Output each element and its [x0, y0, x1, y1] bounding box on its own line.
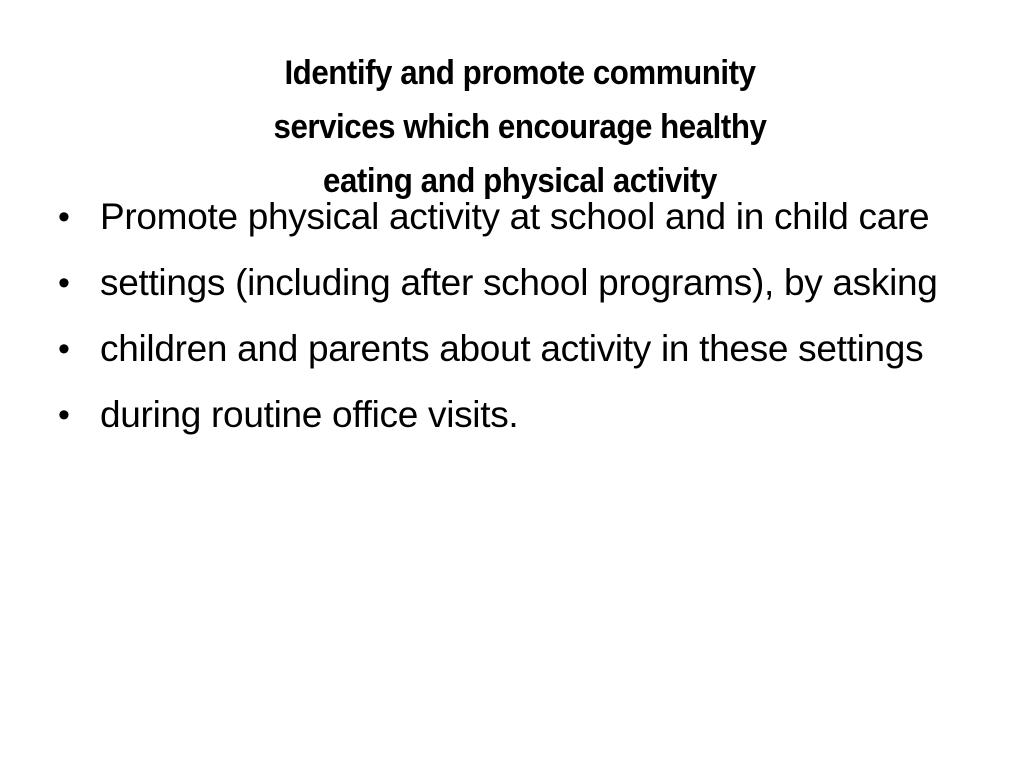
bullet-text: settings (including after school programs), by asking	[100, 262, 938, 303]
bullet-icon: •	[58, 264, 70, 302]
bullet-list	[56, 190, 986, 454]
bullet-icon: •	[58, 198, 70, 236]
slide-title	[191, 46, 850, 208]
title-line: services which encourage healthy	[273, 108, 767, 146]
bullet-text: Promote physical activity at school and in child care	[100, 196, 930, 237]
bullet-item	[56, 388, 986, 442]
title-line: eating and physical activity	[323, 162, 717, 200]
bullet-item	[56, 322, 986, 376]
bullet-item	[56, 256, 986, 310]
bullet-text: during routine office visits.	[100, 394, 519, 435]
bullet-icon: •	[58, 330, 70, 368]
title-line: Identify and promote community	[284, 54, 756, 92]
bullet-item	[56, 190, 986, 244]
bullet-icon: •	[58, 396, 70, 434]
bullet-text: children and parents about activity in these settings	[100, 328, 924, 369]
